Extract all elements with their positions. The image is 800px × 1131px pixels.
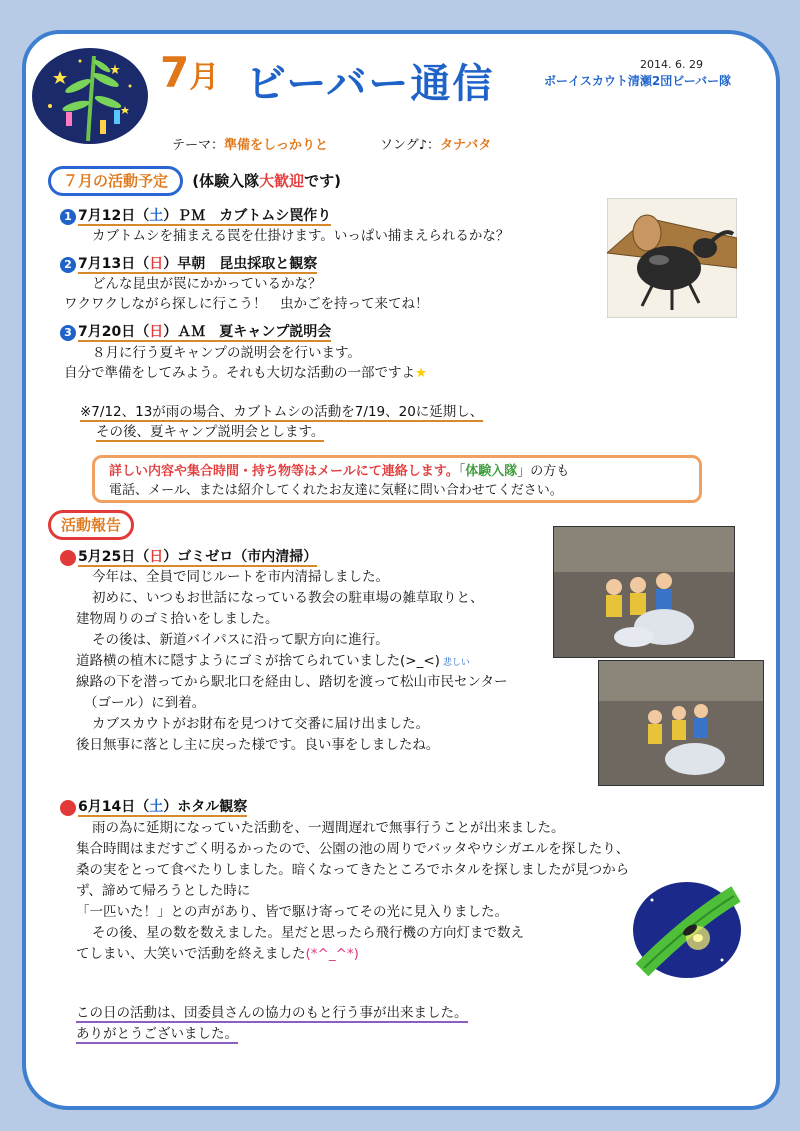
schedule-item-2-title: 2 7月13日（日）早朝 昆虫採取と観察 xyxy=(60,253,317,273)
rain-note-1: ※7/12、13が雨の場合、カブトムシの活動を7/19、20に延期し、 xyxy=(80,404,484,420)
report-1-line-7: （ゴール）に到着。 xyxy=(84,695,206,711)
report-2-line-3: 桑の実をとって食べたりしました。暗くなってきたところでホタルを探しましたが見つから xyxy=(76,862,630,878)
report-item-1-title: 1 5月25日（日）ゴミゼロ（市内清掃） xyxy=(60,546,317,566)
report-2-line-1: 雨の為に延期になっていた活動を、一週間遅れで無事行うことが出来ました。 xyxy=(92,820,565,836)
song-line: ソング♪：タナバタ xyxy=(380,138,492,153)
schedule-item-2-text-1: どんな昆虫が罠にかかっているかな？ xyxy=(92,276,322,292)
newsletter-title: ビーバー通信 xyxy=(246,61,495,107)
theme-line: テーマ：準備をしっかりと xyxy=(172,138,329,153)
issue-date: 2014. 6. 29 xyxy=(640,58,703,71)
beetle-icon xyxy=(607,198,737,318)
thanks-line-2: ありがとうございました。 xyxy=(76,1026,238,1042)
schedule-item-3-text-2: 自分で準備をしてみよう。それも大切な活動の一部ですよ★ xyxy=(64,365,428,381)
report-1-line-8: カブスカウトがお財布を見つけて交番に届け出ました。 xyxy=(92,716,429,732)
schedule-item-1-text: カブトムシを捕まえる罠を仕掛けます。いっぱい捕まえられるかな？ xyxy=(92,228,510,244)
issue-month: 7月 xyxy=(160,48,220,97)
report-2-line-5: 「一匹いた！」との声があり、皆で駆け寄ってその光に見入りました。 xyxy=(76,904,508,920)
report-2-line-7: てしまい、大笑いで活動を終えました(*^_^*) xyxy=(76,946,359,962)
schedule-item-3-title: 3 7月20日（日）ＡＭ 夏キャンプ説明会 xyxy=(60,321,331,341)
schedule-heading: ７月の活動予定 (体験入隊大歓迎です) xyxy=(48,170,341,191)
report-item-2-title: 2 6月14日（土）ホタル観察 xyxy=(60,796,247,816)
cleanup-photo-2 xyxy=(598,660,764,786)
schedule-item-1-title: 1 7月12日（土）ＰＭ カブトムシ罠作り xyxy=(60,205,331,225)
schedule-item-2-text-2: ワクワクしながら探しに行こう！ 虫かごを持って来てね！ xyxy=(64,296,429,312)
report-2-line-6: その後、星の数を数えました。星だと思ったら飛行機の方向灯まで数え xyxy=(92,925,524,941)
rain-note-2: その後、夏キャンプ説明会とします。 xyxy=(96,424,325,440)
report-1-line-6: 線路の下を潜ってから駅北口を経由し、踏切を渡って松山市民センター xyxy=(76,674,508,690)
contact-notice: 詳しい内容や集合時間・持ち物等はメールにて連絡します。「体験入隊」の方も 電話、メール、または紹介してくれたお友達に気軽に問い合わせてください。 xyxy=(92,455,702,503)
firefly-icon xyxy=(632,880,742,980)
star-icon: ★ xyxy=(415,365,428,381)
schedule-item-3-text-1: ８月に行う夏キャンプの説明会を行います。 xyxy=(92,345,361,361)
thanks-line-1: この日の活動は、団委員さんの協力のもと行う事が出来ました。 xyxy=(76,1005,468,1021)
cleanup-photo-1 xyxy=(553,526,735,658)
report-1-line-5: 道路横の植木に隠すようにゴミが捨てられていました(>_<) 悲しい xyxy=(76,653,470,669)
tanabata-bamboo-icon xyxy=(30,46,150,146)
report-1-line-4: その後は、新道バイパスに沿って駅方向に進行。 xyxy=(92,632,389,648)
report-1-line-1: 今年は、全員で同じルートを市内清掃しました。 xyxy=(92,569,389,585)
report-1-line-3: 建物周りのゴミ拾いをしました。 xyxy=(76,611,279,627)
report-2-line-4: ず、諦めて帰ろうとした時に xyxy=(76,883,251,899)
report-2-line-2: 集合時間はまだすごく明るかったので、公園の池の周りでバッタやウシガエルを探したり、 xyxy=(76,841,630,857)
report-heading: 活動報告 xyxy=(48,514,134,535)
organization-name: ボーイスカウト清瀬2団ビーバー隊 xyxy=(544,74,732,88)
report-1-line-2: 初めに、いつもお世話になっている教会の駐車場の雑草取りと、 xyxy=(92,590,484,606)
report-1-line-9: 後日無事に落とし主に戻った様です。良い事をしましたね。 xyxy=(76,737,440,753)
